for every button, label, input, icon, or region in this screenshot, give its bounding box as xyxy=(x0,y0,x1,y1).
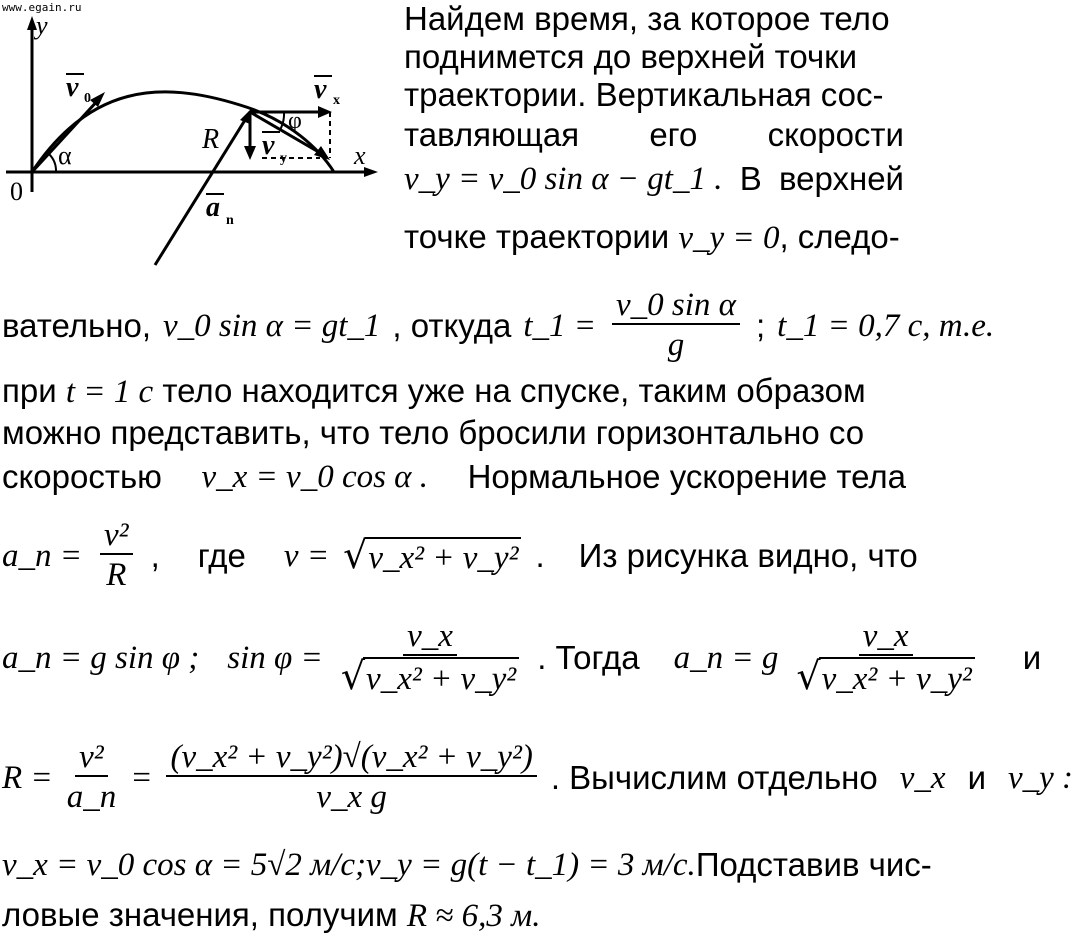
r-fraction-2 xyxy=(166,739,536,817)
vx-sub: x xyxy=(333,93,340,108)
r-numerator-1: v² xyxy=(75,739,108,777)
line-10-b: Нормальное ускорение тела xyxy=(467,458,906,495)
an-denominator: R xyxy=(106,557,127,593)
phi-label: φ xyxy=(288,108,302,134)
line-4 xyxy=(404,116,904,154)
line-7-b: , откуда xyxy=(392,307,512,344)
t1-numerator: v_0 sin α xyxy=(612,287,740,325)
line-12 xyxy=(2,608,1041,708)
line-13-c: и xyxy=(967,759,986,796)
an-g-denominator: √v_x² + v_y² xyxy=(796,656,974,699)
v-eq: v = xyxy=(283,538,330,574)
an-label: a xyxy=(206,192,220,223)
line-5 xyxy=(404,160,904,198)
r-label: R xyxy=(202,124,220,155)
line-5-equation: v_y = v_0 sin α − gt_1 . xyxy=(404,161,723,197)
line-6-b: , следо- xyxy=(779,218,900,255)
line-7-t1: t_1 = xyxy=(523,308,596,344)
line-8 xyxy=(2,372,866,411)
v0-label: v xyxy=(66,72,79,103)
line-1: Найдем время, за которое тело xyxy=(404,0,890,37)
line-11-e: Из рисунка видно, что xyxy=(578,537,918,574)
line-7-c: ; xyxy=(755,307,766,344)
vx-label: v xyxy=(314,74,327,105)
line-6 xyxy=(404,218,900,257)
line-8-eq: t = 1 с xyxy=(65,374,154,410)
line-5-b: В xyxy=(739,160,762,197)
watermark: www.egain.ru xyxy=(2,1,82,14)
line-12-sin: sin φ = xyxy=(227,640,323,676)
line-10-eq: v_x = v_0 cos α . xyxy=(201,459,429,495)
line-4-a: тавляющая xyxy=(404,116,580,153)
line-6-a: точке траектории xyxy=(404,218,670,255)
r-fraction-1 xyxy=(67,739,117,817)
trajectory-figure xyxy=(0,0,380,270)
sin-fraction xyxy=(341,618,519,699)
line-7-a: вательно, xyxy=(2,307,151,344)
line-12-eq1: a_n = g sin φ ; xyxy=(2,640,200,676)
r-denominator-1: a_n xyxy=(66,779,117,815)
origin-label: 0 xyxy=(10,177,23,206)
line-13-r: R = xyxy=(2,760,53,796)
line-13-vx: v_x xyxy=(899,760,946,796)
sin-denominator: √v_x² + v_y² xyxy=(341,656,519,699)
an-numerator: v² xyxy=(100,517,133,555)
line-12-an: a_n = g xyxy=(673,640,779,676)
sin-numerator: v_x xyxy=(403,618,457,656)
line-13: R = $\frac{\text{v²}}{a\_n}$ = $\frac{\text{(v\_x² + v\_y²)√(v\_x² + v\_y²)}}{\text{v\_x g}}$ . Вычислим отдельно v_x и v_y : xyxy=(2,739,1073,815)
an-sub: n xyxy=(226,213,234,228)
line-3: траектории. Вертикальная сос- xyxy=(404,76,884,113)
t1-denominator: g xyxy=(667,327,685,363)
line-11-where: где xyxy=(197,537,246,574)
line-6-equation: v_y = 0 xyxy=(678,220,780,256)
axis-y-label: y xyxy=(36,11,48,40)
an-g-fraction xyxy=(796,618,974,699)
line-4-b: его xyxy=(649,116,698,153)
vy-sub: y xyxy=(280,151,287,166)
line-12-b: . Тогда xyxy=(537,639,640,676)
line-14-eq2: v_y = g(t − t_1) = 3 м/с. xyxy=(366,847,696,883)
line-8-a: при xyxy=(2,372,57,409)
r-numerator-2: (v_x² + v_y²)√(v_x² + v_y²) xyxy=(166,739,536,777)
line-14 xyxy=(2,846,932,884)
vy-label: v xyxy=(262,130,275,161)
v0-sub: 0 xyxy=(84,91,91,106)
line-14-b: Подставив чис- xyxy=(695,846,932,883)
line-11 xyxy=(2,512,918,600)
line-12-c: и xyxy=(1022,639,1042,676)
axis-x-label: x xyxy=(354,141,366,170)
line-15-eq: R ≈ 6,3 м. xyxy=(406,898,541,934)
line-8-b: тело находится уже на спуске, таким образом xyxy=(162,372,866,409)
line-15 xyxy=(2,896,540,935)
t1-fraction xyxy=(612,287,740,365)
line-14-eq1: v_x = v_0 cos α = 5√2 м/с; xyxy=(2,847,367,883)
line-11-dot: . xyxy=(535,537,545,574)
v-sqrt-radicand: v_x² + v_y² xyxy=(365,537,521,577)
line-11-comma: , xyxy=(150,537,160,574)
line-4-c: скорости xyxy=(767,116,904,153)
line-13-b: . Вычислим отдельно xyxy=(550,759,878,796)
line-7-eq1: v_0 sin α = gt_1 xyxy=(162,308,381,344)
v-sqrt: √v_x² + v_y² xyxy=(343,536,521,577)
an-g-numerator: v_x xyxy=(859,618,913,656)
line-9: можно представить, что тело бросили горизонтально со xyxy=(2,414,865,451)
line-13-vy: v_y : xyxy=(1008,760,1073,796)
an-fraction xyxy=(100,517,133,595)
alpha-label: α xyxy=(58,141,72,170)
line-7 xyxy=(2,284,994,368)
line-2: поднимется до верхней точки xyxy=(404,38,858,75)
an-eq: a_n = xyxy=(2,538,83,574)
line-15-a: ловые значения, получим xyxy=(2,896,398,933)
line-10-a: скоростью xyxy=(2,458,162,495)
line-5-c: верхней xyxy=(778,160,904,197)
line-7-eq2: t_1 = 0,7 с, т.е. xyxy=(777,308,995,344)
r-denominator-2: v_x g xyxy=(316,779,387,815)
line-10 xyxy=(2,458,906,496)
